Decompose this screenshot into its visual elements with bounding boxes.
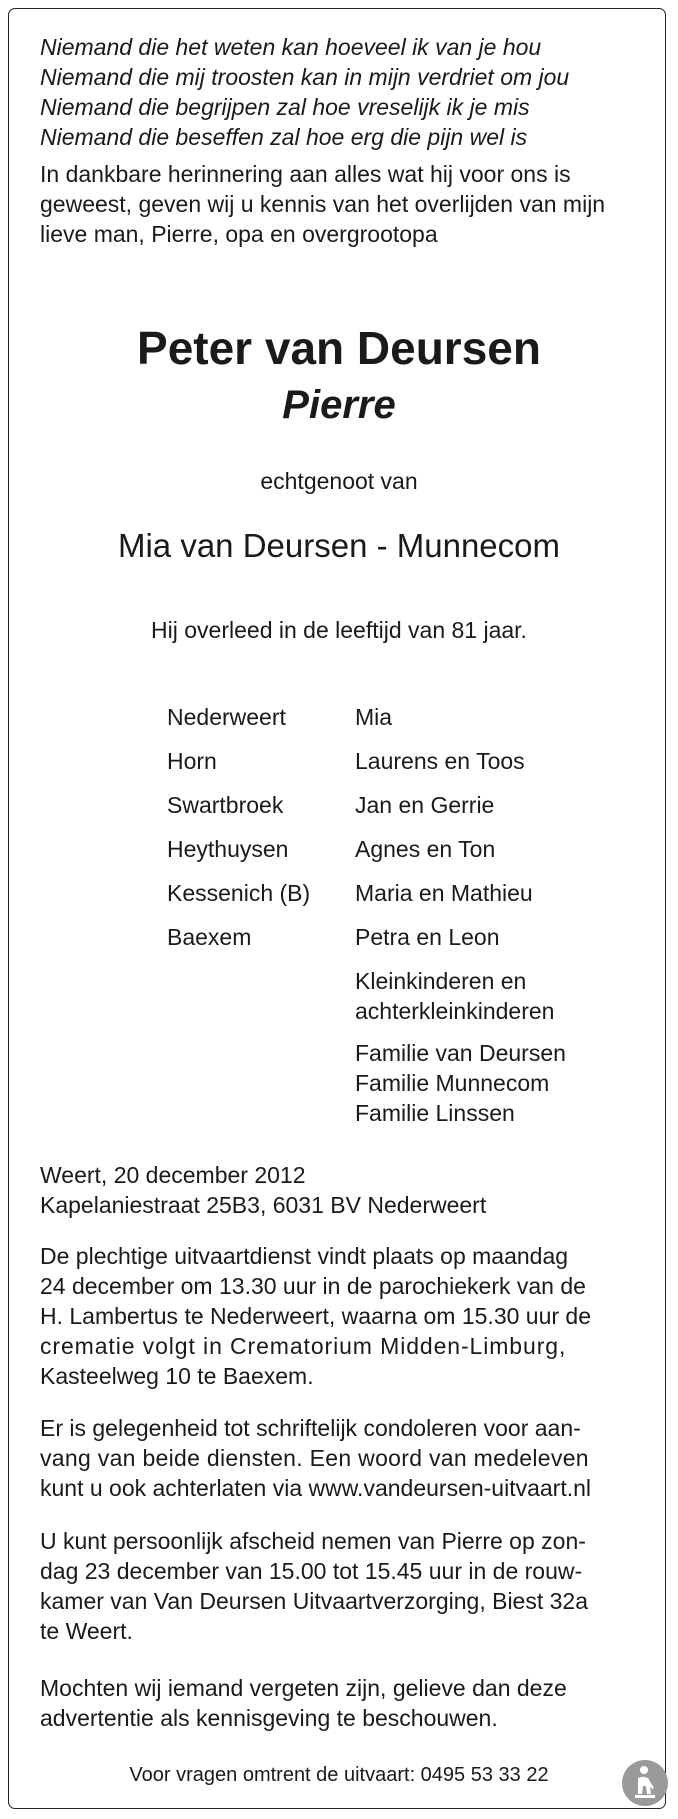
deceased-nickname: Pierre [282, 383, 396, 427]
family-place: Horn [167, 748, 217, 774]
poem-line: Niemand die mij troosten kan in mijn verdriet om jou [40, 64, 570, 90]
farewell-line: U kunt persoonlijk afscheid nemen van Pierre op zon- [40, 1528, 586, 1554]
family-place: Heythuysen [167, 836, 289, 862]
family-names: Laurens en Toos [355, 748, 525, 774]
family-names: Mia [355, 704, 393, 730]
spouse-label: echtgenoot van [260, 468, 418, 494]
family-names: Kleinkinderen en [355, 968, 527, 994]
family-names: Jan en Gerrie [355, 792, 495, 818]
service-line: H. Lambertus te Nederweert, waarna om 15.30 uur de [40, 1303, 592, 1329]
closing-line: advertentie als kennisgeving te beschouwen. [40, 1705, 498, 1731]
poem-line: Niemand die begrijpen zal hoe vreselijk ik je mis [40, 94, 530, 120]
intro-line: geweest, geven wij u kennis van het overlijden van mijn [40, 191, 606, 217]
poem [40, 32, 569, 152]
family-place: Kessenich (B) [167, 880, 311, 906]
poem-line: Niemand die het weten kan hoeveel ik van je hou [40, 34, 542, 60]
poem-line: Niemand die beseffen zal hoe erg die pijn wel is [40, 124, 528, 150]
family-names: Familie van Deursen [355, 1040, 566, 1066]
family-names: Petra en Leon [355, 924, 500, 950]
family-row [167, 790, 566, 820]
family-list [167, 702, 566, 1142]
family-row [167, 702, 566, 732]
condolence-line: kunt u ook achterlaten via www.vandeursen-uitvaart.nl [40, 1475, 592, 1501]
family-place [167, 1038, 355, 1128]
age-text: Hij overleed in de leeftijd van 81 jaar. [151, 617, 527, 643]
service-line: De plechtige uitvaartdienst vindt plaats op maandag [40, 1243, 569, 1269]
intro-line: In dankbare herinnering aan alles wat hij voor ons is [40, 161, 571, 187]
memorial-figure-icon [620, 1758, 670, 1808]
family-place: Swartbroek [167, 792, 284, 818]
family-place: Nederweert [167, 704, 286, 730]
contact-line: Voor vragen omtrent de uitvaart: 0495 53 33 22 [129, 1764, 549, 1786]
farewell-text [40, 1526, 644, 1646]
family-row [167, 1038, 566, 1128]
farewell-line: kamer van Van Deursen Uitvaartverzorging, Biest 32a [40, 1588, 589, 1614]
family-place [167, 966, 355, 1026]
place-date: Weert, 20 december 2012 [40, 1162, 306, 1188]
family-row [167, 922, 566, 952]
place-date-block [40, 1160, 644, 1220]
intro-text [40, 159, 644, 249]
service-line: Kasteelweg 10 te Baexem. [40, 1363, 314, 1389]
family-names: Agnes en Ton [355, 836, 496, 862]
service-text [40, 1241, 644, 1391]
condolence-line: vang van beide diensten. Een woord van medeleven [40, 1445, 589, 1471]
address: Kapelaniestraat 25B3, 6031 BV Nederweert [40, 1192, 487, 1218]
family-names: Familie Munnecom [355, 1070, 550, 1096]
condolence-text [40, 1413, 644, 1503]
closing-line: Mochten wij iemand vergeten zijn, gelieve dan deze [40, 1675, 567, 1701]
family-names: achterkleinkinderen [355, 998, 555, 1024]
condolence-line: Er is gelegenheid tot schriftelijk condoleren voor aan- [40, 1415, 581, 1441]
family-row [167, 878, 566, 908]
farewell-line: te Weert. [40, 1618, 133, 1644]
family-row [167, 834, 566, 864]
family-names: Maria en Mathieu [355, 880, 533, 906]
intro-line: lieve man, Pierre, opa en overgrootopa [40, 221, 438, 247]
family-row [167, 746, 566, 776]
farewell-line: dag 23 december van 15.00 tot 15.45 uur in de rouw- [40, 1558, 583, 1584]
spouse-name: Mia van Deursen - Munnecom [117, 527, 561, 564]
service-line: crematie volgt in Crematorium Midden-Limburg, [40, 1333, 567, 1359]
family-row [167, 966, 566, 1026]
deceased-name: Peter van Deursen [137, 322, 541, 374]
closing-text [40, 1673, 644, 1733]
service-line: 24 december om 13.30 uur in de parochiekerk van de [40, 1273, 586, 1299]
family-place: Baexem [167, 924, 252, 950]
family-names: Familie Linssen [355, 1100, 515, 1126]
